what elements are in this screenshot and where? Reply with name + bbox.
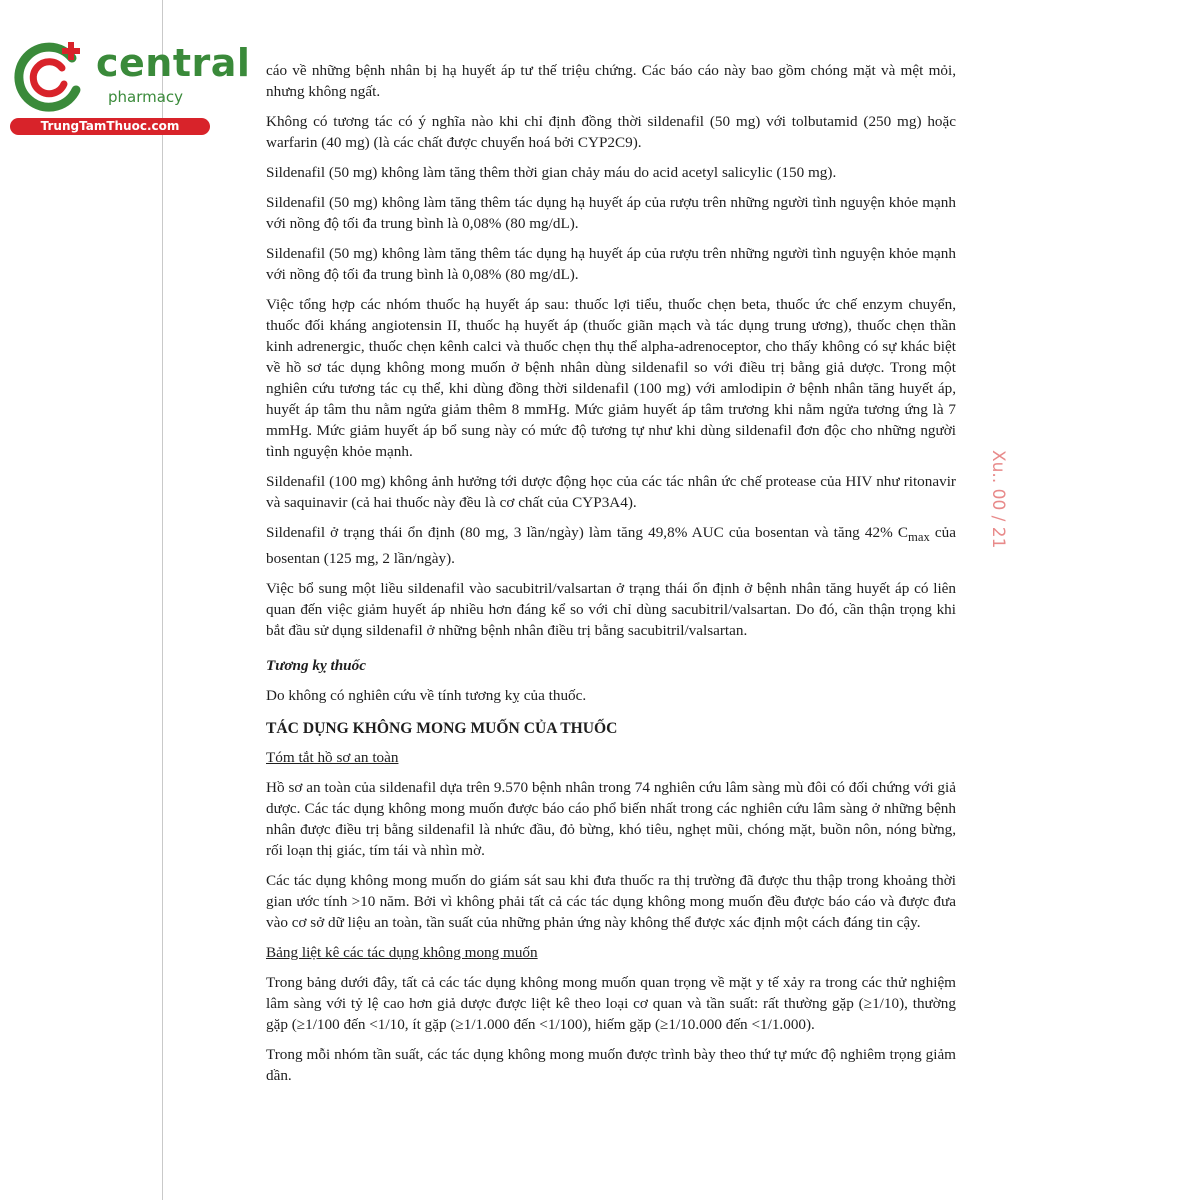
paragraph: cáo về những bệnh nhân bị hạ huyết áp tư thế triệu chứng. Các báo cáo này bao gồm chóng mặt và mệt mỏi, nhưng không ngất.	[266, 62, 956, 100]
text-run: của bosentan (125 mg, 2 lần/ngày).	[266, 524, 957, 568]
website-link[interactable]: TrungTamThuoc.com	[10, 118, 210, 135]
section-heading-adverse-effects: TÁC DỤNG KHÔNG MONG MUỐN CỦA THUỐC	[266, 720, 618, 738]
paragraph: Các tác dụng không mong muốn do giám sát sau khi đưa thuốc ra thị trường đã được thu thập trong khoảng thời gian ước tính >10 năm. Bởi vì không phải tất cả các tác dụng không mong muốn đều được báo cáo và được đưa vào cơ sở dữ liệu an toàn, tần suất của những phản ứng này không thể được xác định một cách đáng tin cậy.	[266, 872, 956, 932]
paragraph: Trong mỗi nhóm tần suất, các tác dụng không mong muốn được trình bày theo thứ tự mức độ nghiêm trọng giảm dần.	[266, 1046, 956, 1085]
subheading-adverse-table: Bảng liệt kê các tác dụng không mong muốn	[266, 944, 538, 962]
subheading-safety-summary: Tóm tắt hồ sơ an toàn	[266, 749, 399, 767]
paragraph-bosentan	[266, 522, 956, 569]
central-pharmacy-logo[interactable]	[10, 36, 251, 136]
document-body	[266, 60, 956, 1095]
cmax-subscript: max	[908, 530, 930, 545]
section-heading-incompatibility: Tương kỵ thuốc	[266, 657, 366, 675]
paragraph: Sildenafil (50 mg) không làm tăng thêm tác dụng hạ huyết áp của rượu trên những người tình nguyện khỏe mạnh với nồng độ tối đa trung bình là 0,08% (80 mg/dL).	[266, 194, 956, 232]
paragraph: Sildenafil (50 mg) không làm tăng thêm thời gian chảy máu do acid acetyl salicylic (150 mg).	[266, 164, 837, 181]
page-edge-line	[162, 0, 163, 1200]
paragraph: Do không có nghiên cứu về tính tương kỵ của thuốc.	[266, 687, 587, 705]
paragraph: Trong bảng dưới đây, tất cả các tác dụng không mong muốn quan trọng về mặt y tế xảy ra trong các thử nghiệm lâm sàng với tỷ lệ cao hơn giả dược được liệt kê theo loại cơ quan và tần suất: rất thường gặp (≥1/10), thường gặp (≥1/100 đến <1/10, ít gặp (≥1/1.000 đến <1/100), hiếm gặp (≥1/10.000 đến <1/1.000).	[266, 974, 956, 1034]
paragraph: Sildenafil (100 mg) không ảnh hưởng tới dược động học của các tác nhân ức chế protease của HIV như ritonavir và saquinavir (cả hai thuốc này đều là cơ chất của CYP3A4).	[266, 473, 956, 511]
paragraph: Hồ sơ an toàn của sildenafil dựa trên 9.570 bệnh nhân trong 74 nghiên cứu lâm sàng mù đôi có đối chứng với giả dược. Các tác dụng không mong muốn được báo cáo phổ biến nhất trong các nghiên cứu lâm sàng ở những bệnh nhân được điều trị bằng sildenafil là nhức đầu, đỏ bừng, khó tiêu, nghẹt mũi, chóng mặt, buồn nôn, nóng bừng, rối loạn thị giác, tím tái và nhìn mờ.	[266, 779, 956, 860]
text-run: Sildenafil ở trạng thái ổn định (80 mg, 3 lần/ngày) làm tăng 49,8% AUC của bosentan và tăng 42% C	[266, 524, 908, 541]
brand-name: central	[96, 41, 251, 85]
handwritten-margin-note: Xu.. 00 / 21	[988, 450, 1008, 549]
brand-subtitle: pharmacy	[108, 88, 184, 106]
paragraph: Việc tổng hợp các nhóm thuốc hạ huyết áp sau: thuốc lợi tiểu, thuốc chẹn beta, thuốc ức chế enzym chuyển, thuốc đối kháng angiotensin II, thuốc hạ huyết áp (thuốc giãn mạch và tác dụng trung ương), thuốc chẹn thần kinh adrenergic, thuốc chẹn kênh calci và thuốc chẹn thụ thể alpha-adrenoceptor, cho thấy không có sự khác biệt về hồ sơ tác dụng không mong muốn ở bệnh nhân dùng sildenafil so với điều trị bằng giả dược. Trong một nghiên cứu tương tác cụ thể, khi dùng đồng thời sildenafil (100 mg) với amlodipin ở bệnh nhân tăng huyết áp, huyết áp tâm thu nằm ngửa giảm thêm 8 mmHg. Mức giảm huyết áp tâm trương khi nằm ngửa tương ứng là 7 mmHg. Mức giảm huyết áp bổ sung này có mức độ tương tự như khi dùng sildenafil đơn độc cho những người tình nguyện khỏe mạnh.	[266, 296, 956, 460]
paragraph: Việc bổ sung một liều sildenafil vào sacubitril/valsartan ở trạng thái ổn định ở bệnh nhân tăng huyết áp có liên quan đến việc giảm huyết áp nhiều hơn đáng kể so với chỉ dùng sacubitril/valsartan. Do đó, cần thận trọng khi bắt đầu sử dụng sildenafil ở những bệnh nhân điều trị bằng sacubitril/valsartan.	[266, 580, 956, 640]
pharmacy-cross-logo-icon	[10, 36, 90, 116]
paragraph: Không có tương tác có ý nghĩa nào khi chỉ định đồng thời sildenafil (50 mg) với tolbutamid (250 mg) hoặc warfarin (40 mg) (là các chất được chuyển hoá bởi CYP2C9).	[266, 113, 956, 151]
paragraph: Sildenafil (50 mg) không làm tăng thêm tác dụng hạ huyết áp của rượu trên những người tình nguyện khỏe mạnh với nồng độ tối đa trung bình là 0,08% (80 mg/dL).	[266, 245, 956, 283]
